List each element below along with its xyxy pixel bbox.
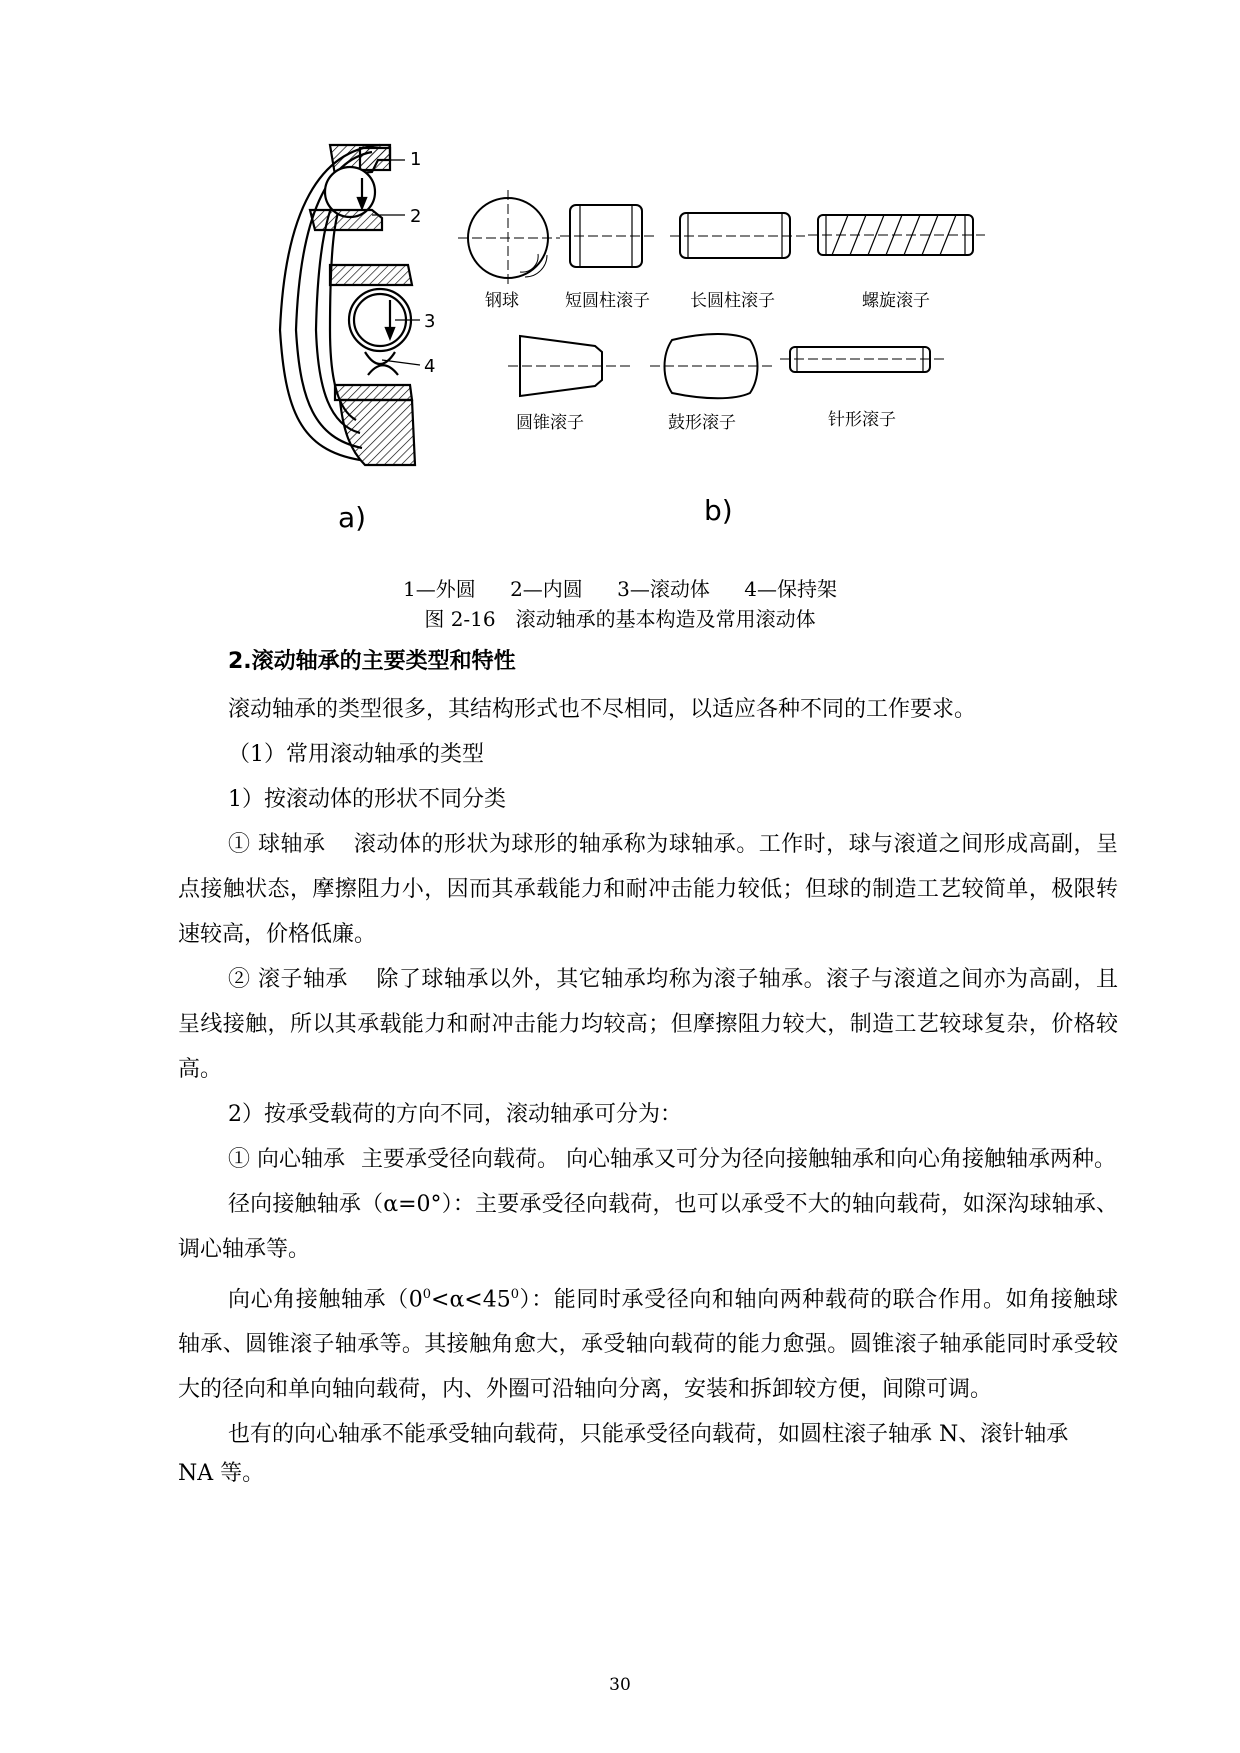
superscript: 0 xyxy=(510,1287,520,1302)
callout-3: 3 xyxy=(424,311,436,332)
superscript: 0 xyxy=(422,1287,432,1302)
paragraph xyxy=(178,1272,1118,1412)
paragraph xyxy=(178,822,1118,957)
legend-item: 3—滚动体 xyxy=(617,577,710,601)
paragraph: 径向接触轴承（α=0°）：主要承受径向载荷，也可以承受不大的轴向载荷，如深沟球轴承、调心轴承等。 xyxy=(178,1192,1118,1262)
paragraph-text: 主要承受径向载荷。 向心轴承又可分为径向接触轴承和向心角接触轴承两种。 xyxy=(361,1147,1116,1172)
math-value: 0 xyxy=(408,1287,423,1313)
paragraph xyxy=(178,957,1118,1092)
panel-a-label: a) xyxy=(338,501,367,534)
label-tapered: 圆锥滚子 xyxy=(516,413,584,433)
paragraph-text: 除了球轴承以外，其它轴承均称为滚子轴承。滚子与滚道之间亦为高副，且呈线接触，所以其承载能力和耐冲击能力均较高；但摩擦阻力较大，制造工艺较球复杂，价格较高。 xyxy=(178,967,1118,1082)
paragraph: 滚动轴承的类型很多，其结构形式也不尽相同，以适应各种不同的工作要求。 xyxy=(228,697,977,722)
callout-4: 4 xyxy=(424,356,436,377)
label-short-cylinder: 短圆柱滚子 xyxy=(565,291,650,311)
legend-item: 4—保持架 xyxy=(744,577,837,601)
label-needle: 针形滚子 xyxy=(828,410,896,430)
paragraph-text: 向心角接触轴承（ xyxy=(228,1287,409,1313)
figure-legend xyxy=(0,573,1240,602)
term-roller-bearing: ② 滚子轴承 xyxy=(228,967,348,992)
label-steel-ball: 钢球 xyxy=(485,291,519,311)
panel-b-label: b) xyxy=(704,494,733,527)
term-radial-bearing: ① 向心轴承 xyxy=(228,1147,345,1172)
figure-caption: 图 2-16 滚动轴承的基本构造及常用滚动体 xyxy=(424,607,816,631)
legend-item: 2—内圆 xyxy=(510,577,583,601)
paragraph: 也有的向心轴承不能承受轴向载荷，只能承受径向载荷，如圆柱滚子轴承 N、滚针轴承 xyxy=(228,1422,1069,1448)
section-heading: 2.滚动轴承的主要类型和特性 xyxy=(228,649,516,674)
page-number: 30 xyxy=(609,1675,631,1695)
legend-item: 1—外圆 xyxy=(402,577,476,601)
paragraph: 2）按承受载荷的方向不同，滚动轴承可分为： xyxy=(228,1102,682,1127)
bearing-figure xyxy=(0,0,1240,560)
label-long-cylinder: 长圆柱滚子 xyxy=(690,291,775,311)
paragraph-text: 滚动体的形状为球形的轴承称为球轴承。工作时，球与滚道之间形成高副，呈点接触状态，摩擦阻力小，因而其承载能力和耐冲击能力较低；但球的制造工艺较简单，极限转速较高，价格低廉。 xyxy=(178,832,1118,947)
term-ball-bearing: ① 球轴承 xyxy=(228,832,326,857)
callout-1: 1 xyxy=(410,149,422,170)
paragraph: 1）按滚动体的形状不同分类 xyxy=(228,787,506,812)
callout-2: 2 xyxy=(410,206,422,227)
body-text xyxy=(178,645,1118,1491)
paragraph: NA 等。 xyxy=(178,1461,265,1487)
paragraph-text: ）：能同时承受径向和轴向两种载荷的联合作用。如角接触球轴承、圆锥滚子轴承等。其接触角愈大，承受轴向载荷的能力愈强。圆锥滚子轴承能同时承受较大的径向和单向轴向载荷，内、外圈可沿轴向分离，安装和拆卸较方便，间隙可调。 xyxy=(178,1287,1118,1403)
paragraph xyxy=(178,1137,1118,1182)
paragraph: （1）常用滚动轴承的类型 xyxy=(228,742,484,767)
label-barrel: 鼓形滚子 xyxy=(668,413,736,433)
math-value: <α<45 xyxy=(431,1287,511,1313)
label-spiral: 螺旋滚子 xyxy=(862,291,930,311)
bearing-cross-section xyxy=(280,145,420,465)
